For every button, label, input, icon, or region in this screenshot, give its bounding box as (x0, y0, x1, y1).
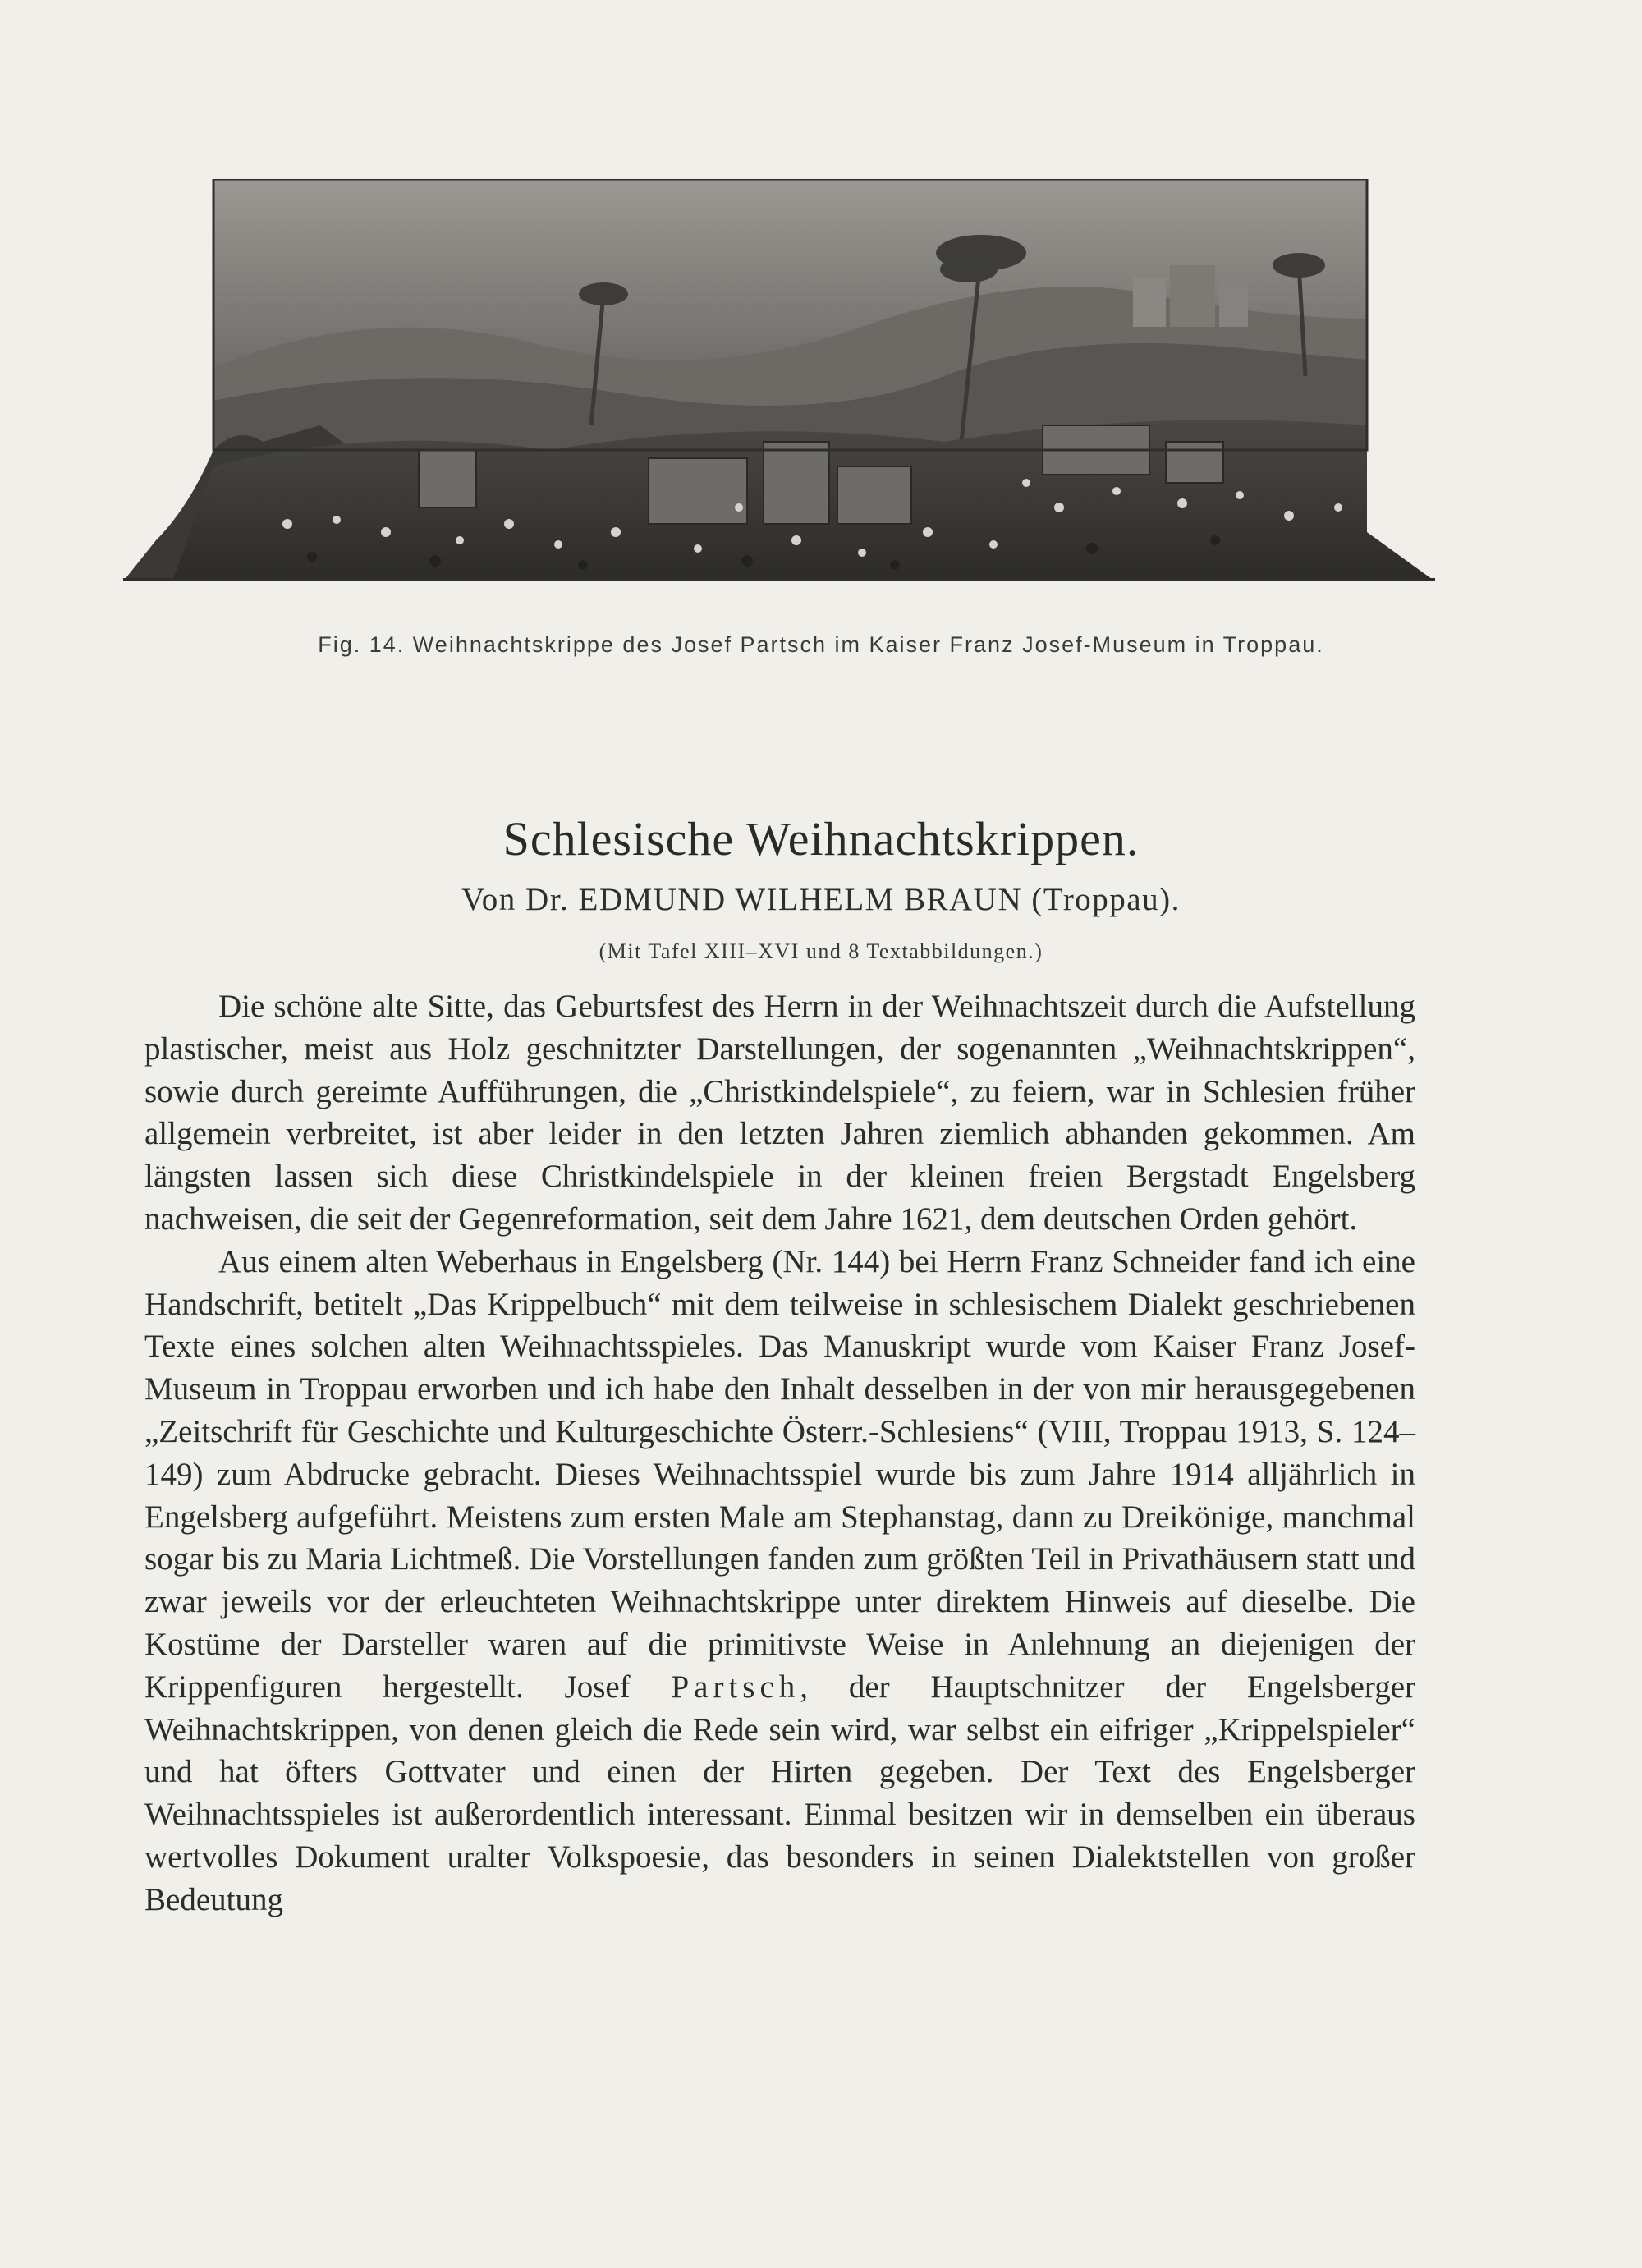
article-title: Schlesische Weihnachtskrippen. (502, 812, 1140, 865)
article-body (144, 985, 1415, 1921)
figure-caption: Fig. 14. Weihnachtskrippe des Josef Partsch im Kaiser Franz Josef-Museum in Troppau. (318, 632, 1324, 657)
nativity-scene-photo (123, 179, 1435, 581)
paragraph-2 (144, 1241, 1415, 1921)
paragraph-2-part-b: , der Hauptschnitzer der Engelsberger Weihnachtskrippen, von denen gleich die Rede sein wird, war selbst ein eifriger „Krippelspieler“ und hat öfters Gottvater und einen der Hirten gegeben. Der Text des Engelsberger Weihnachtsspieles ist außerordentlich interessant. Einmal besitzen wir in demselben ein überaus wertvolles Dokument uralter Volkspoesie, das besonders in seinen Dialektstellen von großer Bedeutung (144, 1669, 1415, 1917)
plate-note: (Mit Tafel XIII–XVI und 8 Textabbildungen.) (599, 939, 1043, 963)
article-byline (0, 881, 1642, 918)
byline-author: EDMUND WILHELM BRAUN (578, 882, 1023, 917)
byline-location: (Troppau). (1031, 882, 1181, 917)
name-partsch: Partsch (671, 1669, 800, 1705)
byline-prefix: Von Dr. (461, 882, 570, 917)
paragraph-1: Die schöne alte Sitte, das Geburtsfest des Herrn in der Weihnachtszeit durch die Aufstellung plastischer, meist aus Holz geschnitzter Darstellungen, der sogenannten „Weihnachtskrippen“, sowie durch gereimte Aufführungen, die „Christkindelspiele“, zu feiern, war in Schlesien früher allgemein verbreitet, ist aber leider in den letzten Jahren ziemlich abhanden gekommen. Am längsten lassen sich diese Christkindelspiele in der kleinen freien Bergstadt Engelsberg nachweisen, die seit der Gegenreformation, seit dem Jahre 1621, dem deutschen Orden gehört. (144, 989, 1415, 1237)
paragraph-2-part-a: Aus einem alten Weberhaus in Engelsberg (Nr. 144) bei Herrn Franz Schneider fand ich eine Handschrift, betitelt „Das Krippelbuch“ mit dem teilweise in schlesischem Dialekt geschriebenen Texte eines solchen alten Weihnachtsspieles. Das Manuskript wurde vom Kaiser Franz Josef-Museum in Troppau erworben und ich habe den Inhalt desselben in der von mir herausgegebenen „Zeitschrift für Geschichte und Kulturgeschichte Österr.-Schlesiens“ (VIII, Troppau 1913, S. 124–149) zum Abdrucke gebracht. Dieses Weihnachtsspiel wurde bis zum Jahre 1914 alljährlich in Engelsberg aufgeführt. Meistens zum ersten Male am Stephanstag, dann zu Dreikönige, manchmal sogar bis zu Maria Lichtmeß. Die Vorstellungen fanden zum größten Teil in Privathäusern statt und zwar jeweils vor der erleuchteten Weihnachtskrippe unter direktem Hinweis auf dieselbe. Die Kostüme der Darsteller waren auf die primitivste Weise in Anlehnung an diejenigen der Krippenfiguren hergestellt. Josef (144, 1243, 1415, 1705)
